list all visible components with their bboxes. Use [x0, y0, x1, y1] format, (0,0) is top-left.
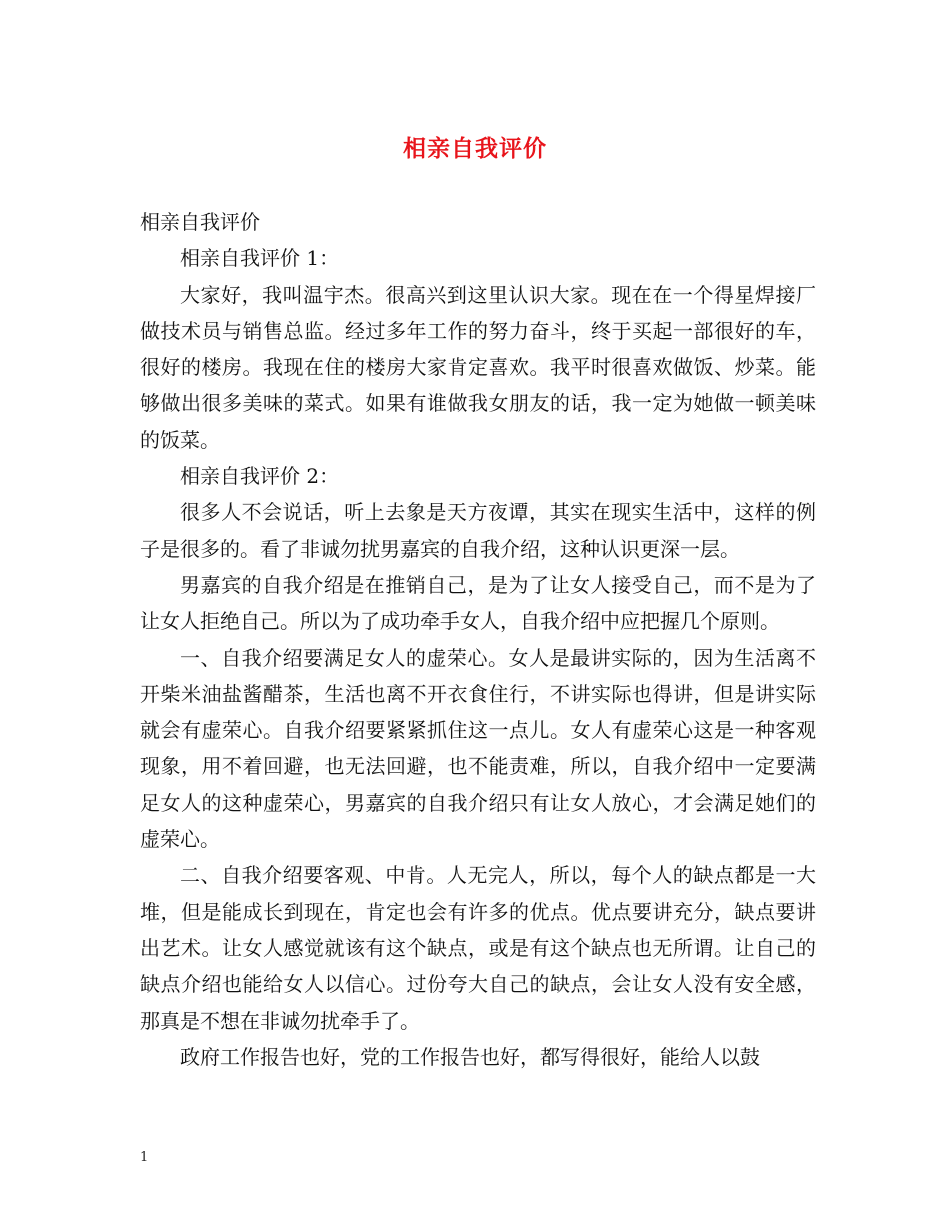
section-heading-2: 相亲自我评价 2： [180, 464, 340, 489]
page-number: 1 [140, 1150, 149, 1165]
paragraph-heading: 相亲自我评价 [140, 210, 260, 234]
document-title: 相亲自我评价 [403, 135, 547, 162]
paragraph: 男嘉宾的自我介绍是在推销自己，是为了让女人接受自己，而不是为了让女人拒绝自己。所以为了成功牵手女人，自我介绍中应把握几个原则。 [140, 572, 816, 634]
section-heading-1: 相亲自我评价 1： [180, 246, 340, 271]
paragraph: 大家好，我叫温宇杰。很高兴到这里认识大家。现在在一个得星焊接厂做技术员与销售总监。经过多年工作的努力奋斗，终于买起一部很好的车，很好的楼房。我现在住的楼房大家肯定喜欢。我平时很喜欢做饭、炒菜。能够做出很多美味的菜式。如果有谁做我女朋友的话，我一定为她做一顿美味的饭菜。 [140, 282, 816, 452]
document-body [140, 204, 816, 1075]
paragraph: 一、自我介绍要满足女人的虚荣心。女人是最讲实际的，因为生活离不开柴米油盐酱醋茶，生活也离不开衣食住行，不讲实际也得讲，但是讲实际就会有虚荣心。自我介绍要紧紧抓住这一点儿。女人有虚荣心这是一种客观现象，用不着回避，也无法回避，也不能责难，所以，自我介绍中一定要满足女人的这种虚荣心，男嘉宾的自我介绍只有让女人放心，才会满足她们的虚荣心。 [140, 645, 816, 852]
paragraph: 很多人不会说话，听上去象是天方夜谭，其实在现实生活中，这样的例子是很多的。看了非诚勿扰男嘉宾的自我介绍，这种认识更深一层。 [140, 500, 816, 561]
paragraph: 政府工作报告也好，党的工作报告也好，都写得很好，能给人以鼓 [180, 1044, 760, 1069]
paragraph: 二、自我介绍要客观、中肯。人无完人，所以，每个人的缺点都是一大堆，但是能成长到现在，肯定也会有许多的优点。优点要讲充分，缺点要讲出艺术。让女人感觉就该有这个缺点，或是有这个缺点也无所谓。让自己的缺点介绍也能给女人以信心。过份夸大自己的缺点，会让女人没有安全感，那真是不想在非诚勿扰牵手了。 [140, 863, 816, 1033]
